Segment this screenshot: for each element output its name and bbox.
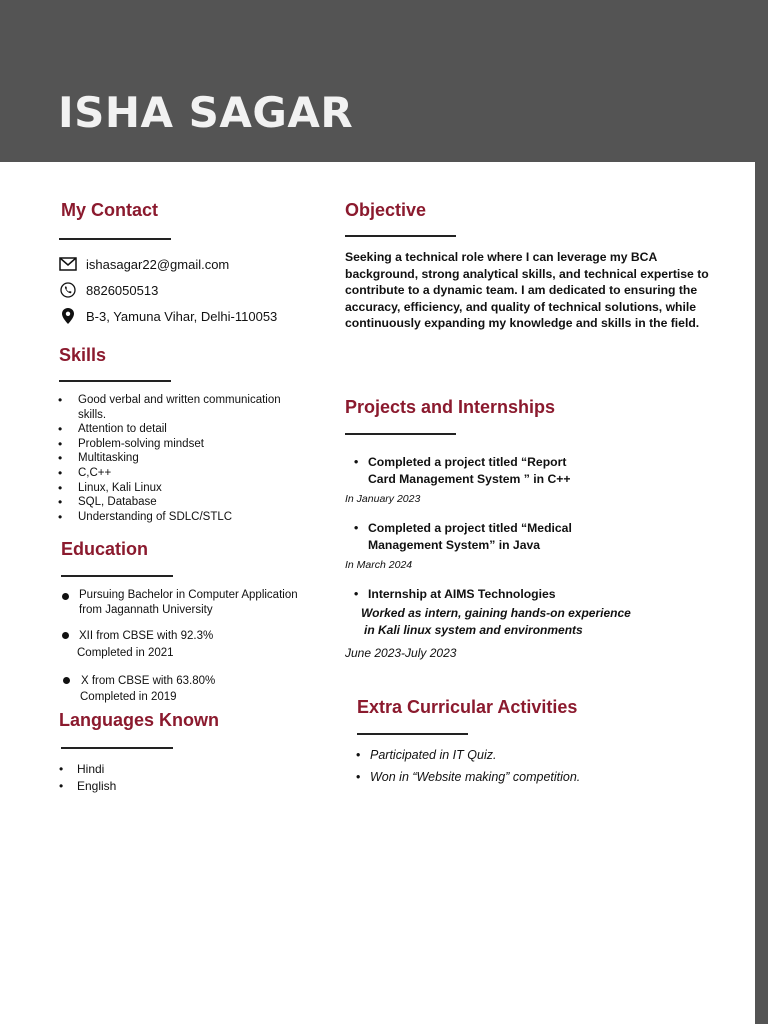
extra-list bbox=[356, 744, 696, 788]
objective-text: Seeking a technical role where I can leverage my BCA background, strong analytical skills, and technical expertise to contribute to a dynamic team. I am dedicated to ensuring the accuracy, efficiency, and quality of technical solutions, while continuously expanding my knowledge and skills in the field. bbox=[345, 250, 709, 331]
list-item: • Multitasking bbox=[58, 451, 308, 466]
extra-heading: Extra Curricular Activities bbox=[357, 697, 578, 717]
education-heading: Education bbox=[61, 539, 149, 559]
languages-list bbox=[59, 761, 259, 794]
skills-list bbox=[58, 393, 308, 524]
list-item: • C,C++ bbox=[58, 466, 308, 481]
contact-phone[interactable]: 8826050513 bbox=[86, 282, 159, 298]
languages-divider bbox=[61, 747, 173, 749]
objective-heading: Objective bbox=[345, 200, 427, 220]
extra-divider bbox=[357, 733, 468, 735]
email-icon bbox=[58, 255, 78, 273]
projects-heading: Projects and Internships bbox=[345, 397, 556, 417]
project-date: In January 2023 bbox=[345, 493, 421, 505]
internship-description: Worked as intern, gaining hands-on experience in Kali linux system and environments bbox=[361, 606, 631, 637]
objective-divider bbox=[345, 235, 456, 237]
projects-divider bbox=[345, 433, 456, 435]
bullet-icon bbox=[63, 677, 70, 684]
list-item: • Attention to detail bbox=[58, 422, 308, 437]
candidate-name: ISHA SAGAR bbox=[58, 88, 354, 137]
contact-email[interactable]: ishasagar22@gmail.com bbox=[86, 256, 230, 272]
contact-divider bbox=[59, 238, 171, 240]
project-item: • Completed a project titled “Medical Management System” in Java bbox=[354, 521, 572, 552]
bullet-icon bbox=[62, 593, 69, 600]
project-item: • Completed a project titled “Report Card Management System ” in C++ bbox=[354, 455, 571, 486]
list-item: • Participated in IT Quiz. bbox=[356, 744, 696, 766]
languages-heading: Languages Known bbox=[59, 710, 220, 730]
bullet-icon: • bbox=[354, 455, 359, 469]
internship-item: • Internship at AIMS Technologies bbox=[354, 587, 556, 601]
bullet-icon bbox=[62, 632, 69, 639]
internship-date: June 2023-July 2023 bbox=[345, 646, 457, 660]
list-item: • English bbox=[59, 778, 259, 795]
list-item: • Hindi bbox=[59, 761, 259, 778]
skills-divider bbox=[59, 380, 171, 382]
list-item: • Won in “Website making” competition. bbox=[356, 766, 696, 788]
education-item: XII from CBSE with 92.3% Completed in 2021 bbox=[77, 630, 214, 659]
list-item: • Good verbal and written communication skills. bbox=[58, 393, 308, 422]
contact-phone-row bbox=[58, 281, 158, 299]
bullet-icon: • bbox=[354, 587, 359, 601]
list-item: • SQL, Database bbox=[58, 495, 308, 510]
contact-email-row bbox=[58, 255, 229, 273]
header-banner bbox=[0, 0, 768, 162]
list-item: • Linux, Kali Linux bbox=[58, 481, 308, 496]
contact-heading: My Contact bbox=[61, 200, 159, 220]
phone-icon bbox=[58, 281, 78, 299]
right-edge-strip bbox=[755, 162, 768, 1024]
education-item: Pursuing Bachelor in Computer Application from Jagannath University bbox=[79, 589, 298, 616]
project-date: In March 2024 bbox=[345, 559, 413, 571]
bullet-icon: • bbox=[354, 521, 359, 535]
contact-address-row bbox=[58, 307, 277, 325]
skills-heading: Skills bbox=[59, 345, 107, 365]
location-pin-icon bbox=[58, 307, 78, 325]
list-item: • Problem-solving mindset bbox=[58, 437, 308, 452]
contact-address: B-3, Yamuna Vihar, Delhi-110053 bbox=[86, 308, 278, 324]
education-divider bbox=[61, 575, 173, 577]
education-item: X from CBSE with 63.80% Completed in 2019 bbox=[80, 675, 216, 703]
list-item: • Understanding of SDLC/STLC bbox=[58, 510, 308, 525]
